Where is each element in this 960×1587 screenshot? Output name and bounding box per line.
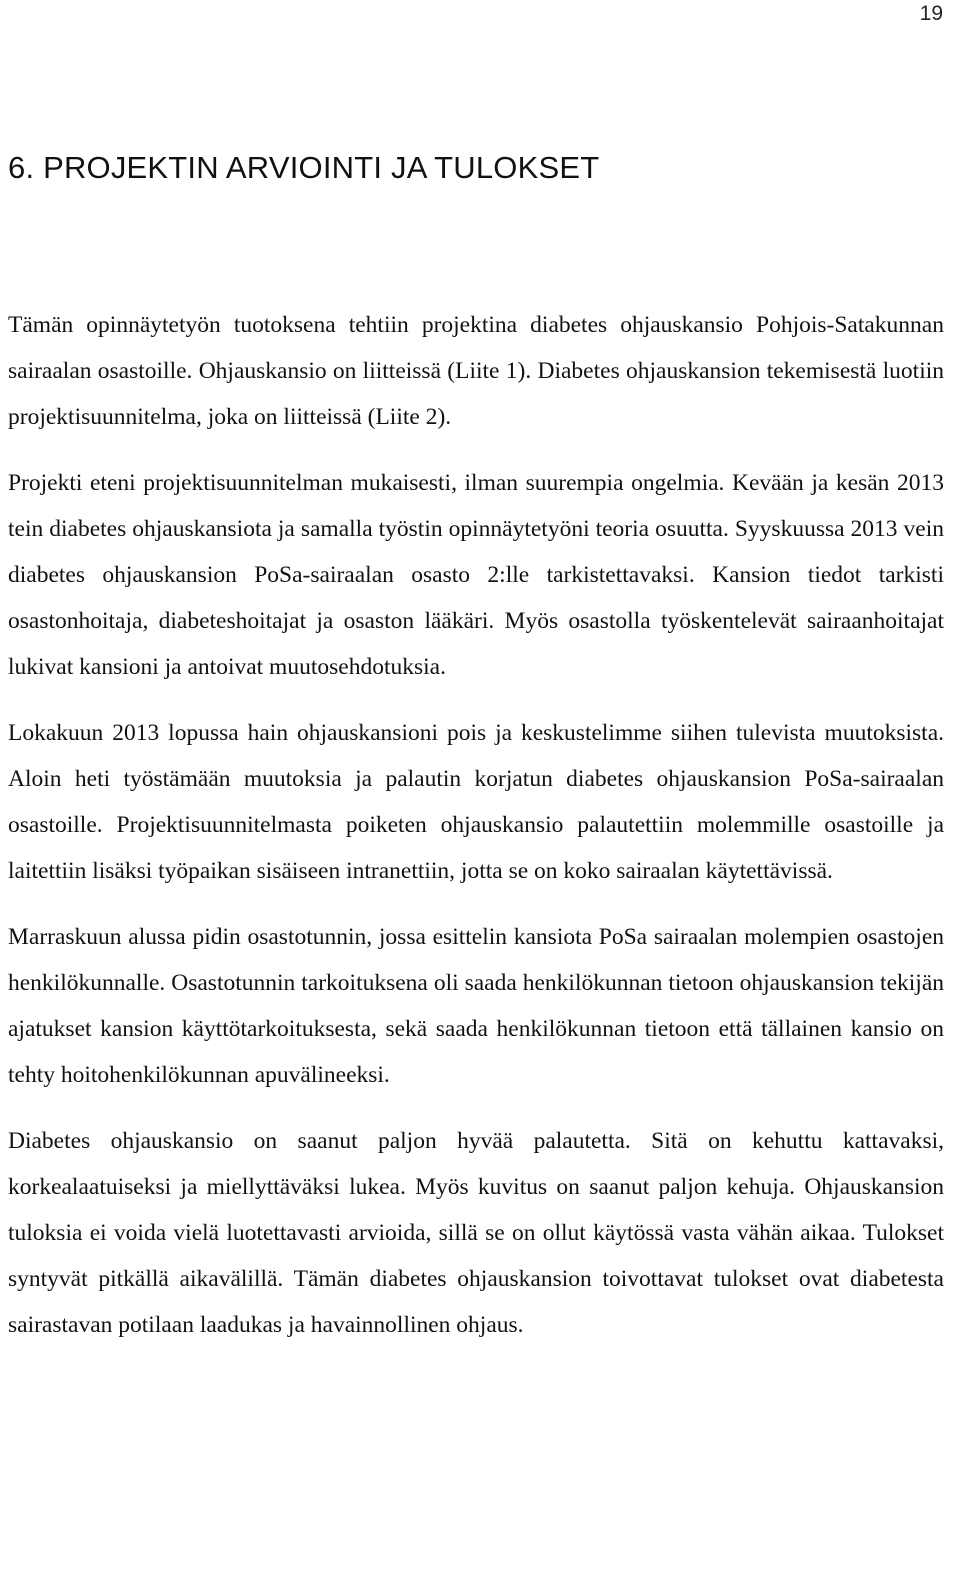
paragraph-feedback: Diabetes ohjauskansio on saanut paljon hyvää palautetta. Sitä on kehuttu kattavaksi, korkealaatuiseksi ja miellyttäväksi lukea. Myös kuvitus on saanut paljon kehuja. Ohjauskansion tuloksia ei voida vielä luotettavasti arvioida, sillä se on ollut käytössä vasta vähän aikaa. Tulokset syntyvät pitkällä aikavälillä. Tämän diabetes ohjauskansion toivottavat tulokset ovat diabetesta sairastavan potilaan laadukas ja havainnollinen ohjaus. — [8, 1128, 944, 1338]
paragraph-progress: Projekti eteni projektisuunnitelman mukaisesti, ilman suurempia ongelmia. Kevään ja kesän 2013 tein diabetes ohjauskansiota ja samalla työstin opinnäytetyöni teoria osuutta. Syyskuussa 2013 vein diabetes ohjauskansion PoSa-sairaalan osasto 2:lle tarkistettavaksi. Kansion tiedot tarkisti osastonhoitaja, diabeteshoitajat ja osaston lääkäri. Myös osastolla työskentelevät sairaanhoitajat lukivat kansioni ja antoivat muutosehdotuksia. — [8, 470, 944, 680]
paragraph-revisions: Lokakuun 2013 lopussa hain ohjauskansioni pois ja keskustelimme siihen tulevista muutoksista. Aloin heti työstämään muutoksia ja palautin korjatun diabetes ohjauskansion PoSa-sairaalan osastoille. Projektisuunnitelmasta poiketen ohjauskansio palautettiin molemmille osastoille ja laitettiin lisäksi työpaikan sisäiseen intranettiin, jotta se on koko sairaalan käytettävissä. — [8, 720, 944, 884]
page-number: 19 — [919, 2, 943, 25]
body-text — [8, 302, 944, 1368]
paragraph-intro: Tämän opinnäytetyön tuotoksena tehtiin projektina diabetes ohjauskansio Pohjois-Satakunnan sairaalan osastoille. Ohjauskansio on liitteissä (Liite 1). Diabetes ohjauskansion tekemisestä luotiin projektisuunnitelma, joka on liitteissä (Liite 2). — [8, 312, 944, 430]
paragraph-presentation: Marraskuun alussa pidin osastotunnin, jossa esittelin kansiota PoSa sairaalan molempien osastojen henkilökunnalle. Osastotunnin tarkoituksena oli saada henkilökunnan tietoon ohjauskansion tekijän ajatukset kansion käyttötarkoituksesta, sekä saada henkilökunnan tietoon että tällainen kansio on tehty hoitohenkilökunnan apuvälineeksi. — [8, 924, 944, 1088]
section-heading: 6. PROJEKTIN ARVIOINTI JA TULOKSET — [8, 150, 600, 185]
